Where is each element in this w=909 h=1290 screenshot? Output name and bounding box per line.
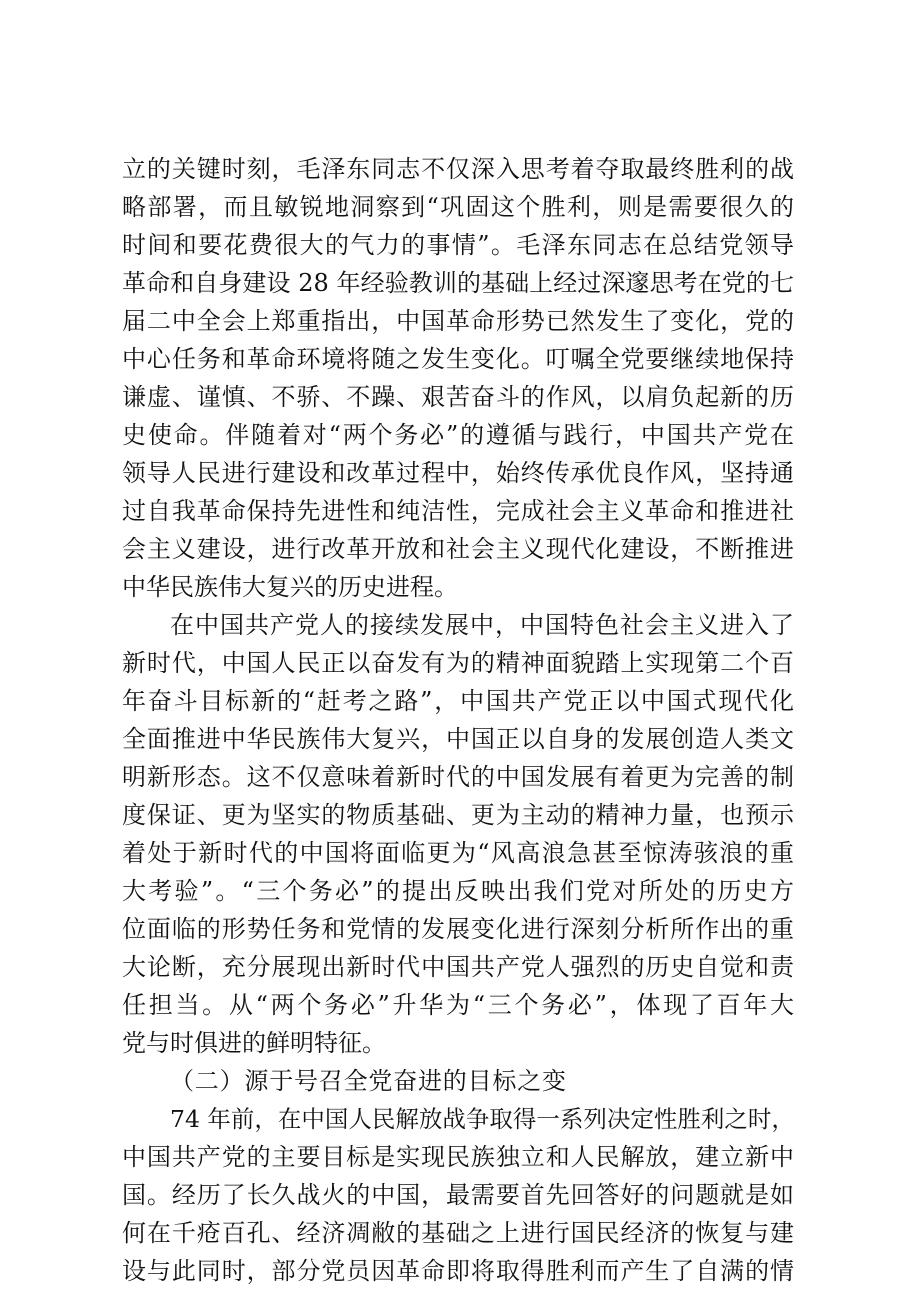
paragraph-2-line-4: 全面推进中华民族伟大复兴，中国正以自身的发展创造人类文	[122, 725, 794, 753]
paragraph-3-line-5: 设与此同时，部分党员因革命即将取得胜利而产生了自满的情	[122, 1257, 794, 1285]
paragraph-2-line-8: 大考验”。“三个务必”的提出反映出我们党对所处的历史方	[122, 877, 794, 905]
paragraph-1-line-12: 中华民族伟大复兴的历史进程。	[122, 573, 458, 601]
paragraph-2-line-10: 大论断，充分展现出新时代中国共产党人强烈的历史自觉和责	[122, 953, 794, 981]
paragraph-2-line-12: 党与时俱进的鲜明特征。	[122, 1029, 386, 1057]
paragraph-2-line-7: 着处于新时代的中国将面临更为“风高浪急甚至惊涛骇浪的重	[122, 839, 794, 867]
paragraph-1-line-4: 革命和自身建设 28 年经验教训的基础上经过深邃思考在党的七	[122, 269, 794, 297]
paragraph-1-line-3: 时间和要花费很大的气力的事情”。毛泽东同志在总结党领导	[122, 231, 794, 259]
paragraph-1-line-8: 史使命。伴随着对“两个务必”的遵循与践行，中国共产党在	[122, 421, 794, 449]
paragraph-2-line-3: 年奋斗目标新的“赶考之路”，中国共产党正以中国式现代化	[122, 687, 794, 715]
paragraph-2-line-2: 新时代，中国人民正以奋发有为的精神面貌踏上实现第二个百	[122, 649, 794, 677]
paragraph-2-line-9: 位面临的形势任务和党情的发展变化进行深刻分析所作出的重	[122, 915, 794, 943]
paragraph-1-line-7: 谦虚、谨慎、不骄、不躁、艰苦奋斗的作风，以肩负起新的历	[122, 383, 794, 411]
paragraph-1-line-5: 届二中全会上郑重指出，中国革命形势已然发生了变化，党的	[122, 307, 794, 335]
paragraph-1-line-9: 领导人民进行建设和改革过程中，始终传承优良作风，坚持通	[122, 459, 794, 487]
section-heading: （二）源于号召全党奋进的目标之变	[170, 1067, 567, 1095]
paragraph-2-line-6: 度保证、更为坚实的物质基础、更为主动的精神力量，也预示	[122, 801, 794, 829]
paragraph-3-line-3: 国。经历了长久战火的中国，最需要首先回答好的问题就是如	[122, 1181, 794, 1209]
paragraph-1-line-1: 立的关键时刻，毛泽东同志不仅深入思考着夺取最终胜利的战	[122, 155, 794, 183]
paragraph-2-line-5: 明新形态。这不仅意味着新时代的中国发展有着更为完善的制	[122, 763, 794, 791]
paragraph-1-line-2: 略部署，而且敏锐地洞察到“巩固这个胜利，则是需要很久的	[122, 193, 794, 221]
paragraph-2-line-1: 在中国共产党人的接续发展中，中国特色社会主义进入了	[170, 611, 794, 639]
paragraph-3-line-4: 何在千疮百孔、经济凋敝的基础之上进行国民经济的恢复与建	[122, 1219, 794, 1247]
paragraph-3-line-2: 中国共产党的主要目标是实现民族独立和人民解放，建立新中	[122, 1143, 794, 1171]
paragraph-1-line-6: 中心任务和革命环境将随之发生变化。叮嘱全党要继续地保持	[122, 345, 794, 373]
paragraph-2-line-11: 任担当。从“两个务必”升华为“三个务必”，体现了百年大	[122, 991, 794, 1019]
paragraph-3-line-1: 74 年前，在中国人民解放战争取得一系列决定性胜利之时，	[170, 1105, 795, 1133]
paragraph-1-line-11: 会主义建设，进行改革开放和社会主义现代化建设，不断推进	[122, 535, 794, 563]
paragraph-1-line-10: 过自我革命保持先进性和纯洁性，完成社会主义革命和推进社	[122, 497, 794, 525]
